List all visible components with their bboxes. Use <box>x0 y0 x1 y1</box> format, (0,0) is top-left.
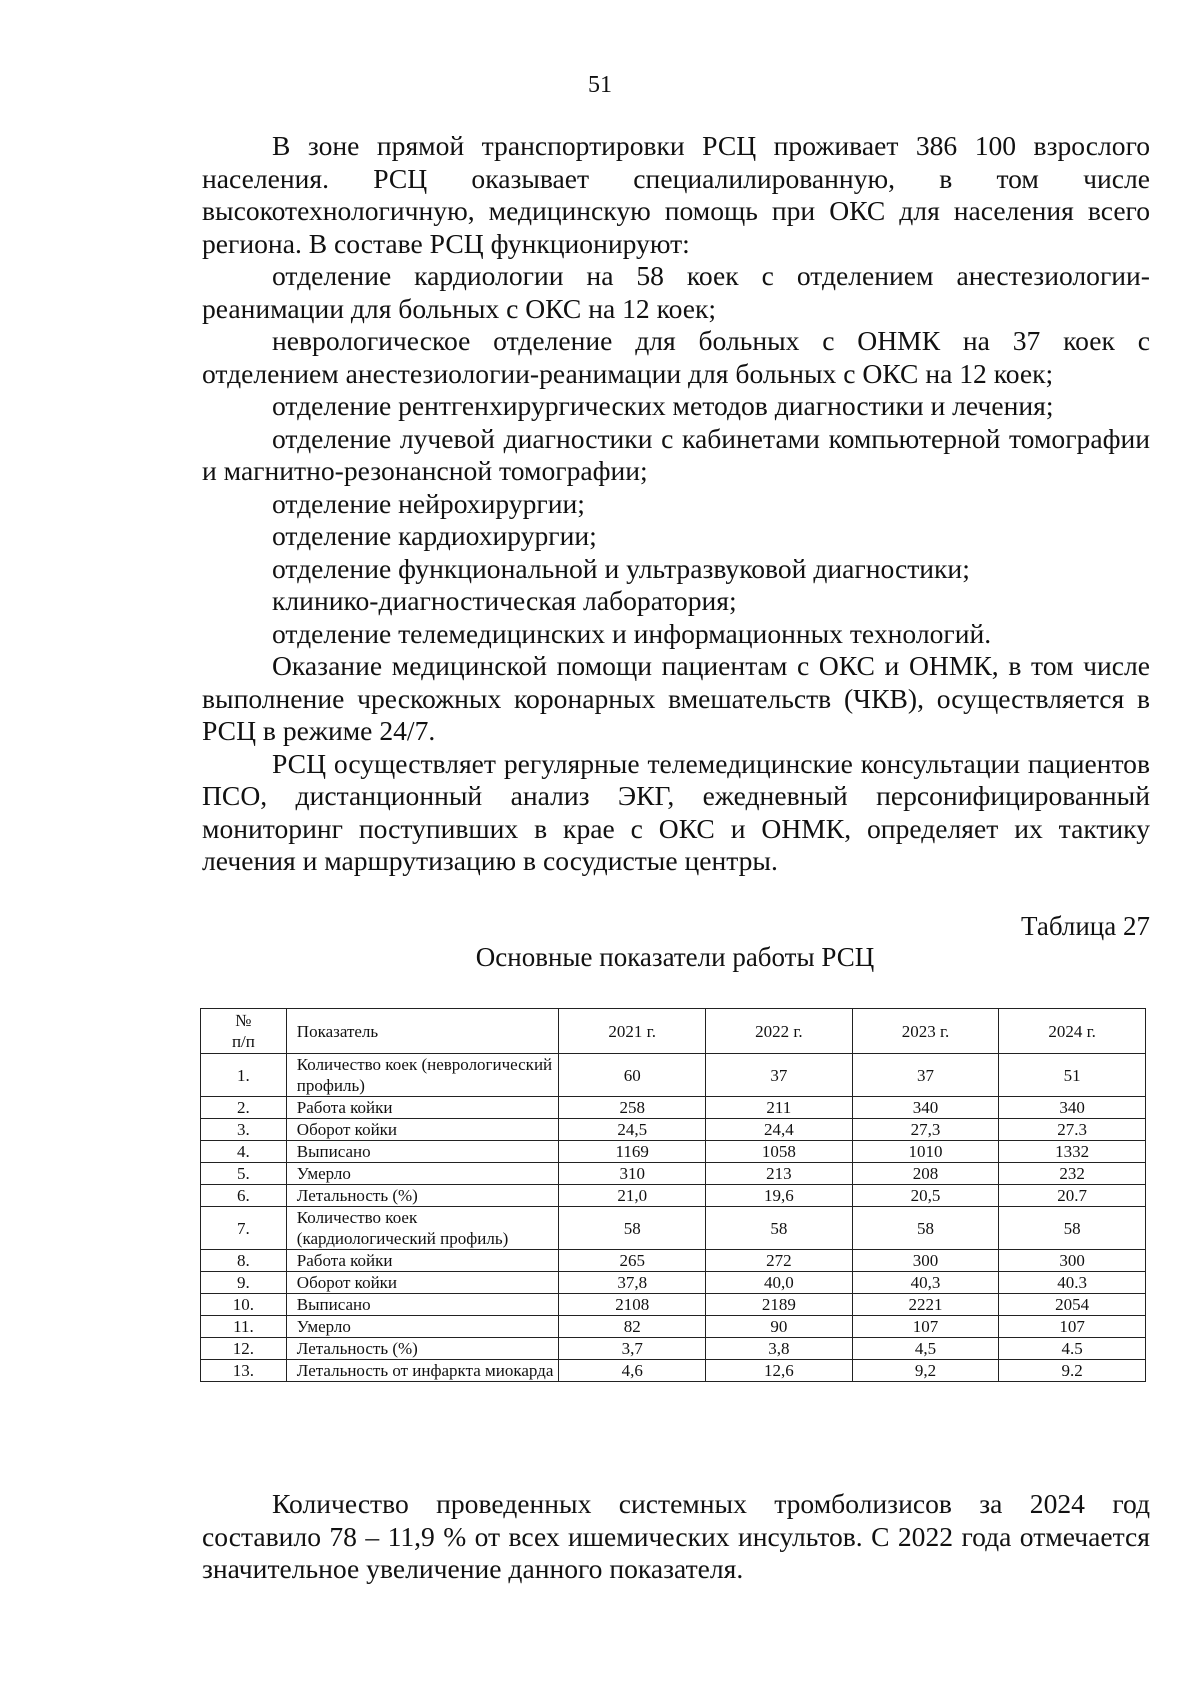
row-indicator: Умерло <box>286 1163 559 1185</box>
row-value-2023: 208 <box>852 1163 999 1185</box>
row-number: 12. <box>201 1338 287 1360</box>
row-value-2021: 24,5 <box>559 1119 706 1141</box>
row-value-2023: 4,5 <box>852 1338 999 1360</box>
row-value-2022: 3,8 <box>706 1338 853 1360</box>
row-value-2021: 1169 <box>559 1141 706 1163</box>
row-indicator: Летальность (%) <box>286 1338 559 1360</box>
list-item-neurology: неврологическое отделение для больных с ОНМК на 37 коек с отделением анестезиологии-реанимации для больных с ОКС на 12 коек; <box>202 325 1150 389</box>
row-indicator: Работа койки <box>286 1097 559 1119</box>
row-value-2021: 82 <box>559 1316 706 1338</box>
row-value-2021: 2108 <box>559 1294 706 1316</box>
row-indicator: Работа койки <box>286 1250 559 1272</box>
list-item-functional-diagnostics: отделение функциональной и ультразвуковой диагностики; <box>272 552 970 584</box>
row-value-2024: 1332 <box>999 1141 1146 1163</box>
row-value-2022: 213 <box>706 1163 853 1185</box>
row-value-2024: 232 <box>999 1163 1146 1185</box>
row-value-2021: 4,6 <box>559 1360 706 1382</box>
table-body <box>201 1054 1146 1382</box>
row-indicator: Оборот койки <box>286 1119 559 1141</box>
table-row <box>201 1054 1146 1097</box>
paragraph-thrombolysis: Количество проведенных системных тромболизисов за 2024 год составило 78 – 11,9 % от всех ишемических инсультов. С 2022 года отмечается значительное увеличение данного показателя. <box>202 1488 1150 1584</box>
list-item-laboratory: клинико-диагностическая лаборатория; <box>272 585 737 616</box>
row-value-2021: 265 <box>559 1250 706 1272</box>
table-row <box>201 1250 1146 1272</box>
table-row <box>201 1338 1146 1360</box>
row-value-2022: 12,6 <box>706 1360 853 1382</box>
row-value-2021: 60 <box>559 1054 706 1097</box>
row-value-2024: 51 <box>999 1054 1146 1097</box>
paragraph-care-24-7: Оказание медицинской помощи пациентам с ОКС и ОНМК, в том числе выполнение чрескожных коронарных вмешательств (ЧКВ), осуществляется в РСЦ в режиме 24/7. <box>202 650 1150 746</box>
row-value-2021: 258 <box>559 1097 706 1119</box>
row-value-2022: 24,4 <box>706 1119 853 1141</box>
header-number-line1: № <box>235 1011 252 1030</box>
row-number: 7. <box>201 1207 287 1250</box>
header-2022: 2022 г. <box>706 1009 853 1054</box>
row-value-2022: 211 <box>706 1097 853 1119</box>
row-value-2021: 3,7 <box>559 1338 706 1360</box>
row-value-2021: 37,8 <box>559 1272 706 1294</box>
indicators-table <box>200 1008 1146 1382</box>
table-row <box>201 1097 1146 1119</box>
page-number: 51 <box>588 72 612 98</box>
row-value-2022: 58 <box>706 1207 853 1250</box>
paragraph-consultations: РСЦ осуществляет регулярные телемедицинские консультации пациентов ПСО, дистанционный анализ ЭКГ, ежедневный персонифицированный мониторинг поступивших в крае с ОКС и ОНМК, определяет их тактику лечения и маршрутизацию в сосудистые центры. <box>202 747 1150 876</box>
table-row <box>201 1272 1146 1294</box>
row-number: 1. <box>201 1054 287 1097</box>
row-value-2023: 1010 <box>852 1141 999 1163</box>
table-header-row <box>201 1009 1146 1054</box>
row-value-2023: 107 <box>852 1316 999 1338</box>
row-number: 10. <box>201 1294 287 1316</box>
table-row <box>201 1360 1146 1382</box>
row-value-2021: 58 <box>559 1207 706 1250</box>
paragraph-intro: В зоне прямой транспортировки РСЦ проживает 386 100 взрослого населения. РСЦ оказывает специалилированную, в том числе высокотехнологичную, медицинскую помощь при ОКС для населения всего региона. В составе РСЦ функционируют: <box>202 130 1150 259</box>
header-2023: 2023 г. <box>852 1009 999 1054</box>
row-value-2023: 58 <box>852 1207 999 1250</box>
table-label: Таблица 27 <box>1021 911 1150 941</box>
header-number-line2: п/п <box>231 1032 255 1051</box>
row-value-2024: 58 <box>999 1207 1146 1250</box>
row-indicator: Выписано <box>286 1294 559 1316</box>
row-indicator: Оборот койки <box>286 1272 559 1294</box>
list-item-telemedicine: отделение телемедицинских и информационных технологий. <box>272 617 992 649</box>
row-value-2022: 37 <box>706 1054 853 1097</box>
table-row <box>201 1185 1146 1207</box>
row-value-2024: 300 <box>999 1250 1146 1272</box>
row-indicator: Количество коек (неврологический профиль) <box>286 1054 559 1097</box>
row-value-2024: 4.5 <box>999 1338 1146 1360</box>
row-indicator: Умерло <box>286 1316 559 1338</box>
row-value-2022: 272 <box>706 1250 853 1272</box>
row-value-2021: 310 <box>559 1163 706 1185</box>
row-value-2022: 1058 <box>706 1141 853 1163</box>
header-2024: 2024 г. <box>999 1009 1146 1054</box>
row-indicator: Летальность от инфаркта миокарда <box>286 1360 559 1382</box>
row-number: 4. <box>201 1141 287 1163</box>
list-item-neurosurgery: отделение нейрохирургии; <box>272 487 585 519</box>
row-number: 8. <box>201 1250 287 1272</box>
row-value-2024: 20.7 <box>999 1185 1146 1207</box>
row-number: 11. <box>201 1316 287 1338</box>
table-row <box>201 1163 1146 1185</box>
table-row <box>201 1119 1146 1141</box>
table-row <box>201 1207 1146 1250</box>
table-row <box>201 1316 1146 1338</box>
row-value-2023: 20,5 <box>852 1185 999 1207</box>
row-number: 6. <box>201 1185 287 1207</box>
header-number <box>201 1009 287 1054</box>
row-value-2021: 21,0 <box>559 1185 706 1207</box>
row-value-2024: 40.3 <box>999 1272 1146 1294</box>
body-text <box>202 130 1150 878</box>
row-number: 3. <box>201 1119 287 1141</box>
row-number: 13. <box>201 1360 287 1382</box>
row-value-2024: 27.3 <box>999 1119 1146 1141</box>
row-number: 2. <box>201 1097 287 1119</box>
row-value-2023: 9,2 <box>852 1360 999 1382</box>
header-indicator: Показатель <box>286 1009 559 1054</box>
row-value-2023: 340 <box>852 1097 999 1119</box>
row-value-2022: 90 <box>706 1316 853 1338</box>
row-number: 5. <box>201 1163 287 1185</box>
closing-text <box>202 1488 1150 1586</box>
row-value-2023: 2221 <box>852 1294 999 1316</box>
row-value-2024: 107 <box>999 1316 1146 1338</box>
list-item-xray-surgery: отделение рентгенхирургических методов диагностики и лечения; <box>272 390 1054 421</box>
row-value-2022: 40,0 <box>706 1272 853 1294</box>
list-item-cardiology: отделение кардиологии на 58 коек с отделением анестезиологии-реанимации для больных с ОКС на 12 коек; <box>202 260 1150 324</box>
row-value-2023: 37 <box>852 1054 999 1097</box>
table-row <box>201 1141 1146 1163</box>
row-value-2024: 9.2 <box>999 1360 1146 1382</box>
list-item-radiology: отделение лучевой диагностики с кабинетами компьютерной томографии и магнитно-резонансной томографии; <box>202 422 1150 486</box>
row-value-2023: 300 <box>852 1250 999 1272</box>
row-indicator: Летальность (%) <box>286 1185 559 1207</box>
row-value-2022: 19,6 <box>706 1185 853 1207</box>
table-row <box>201 1294 1146 1316</box>
row-number: 9. <box>201 1272 287 1294</box>
row-value-2023: 40,3 <box>852 1272 999 1294</box>
table-title: Основные показатели работы РСЦ <box>475 942 875 972</box>
row-value-2024: 2054 <box>999 1294 1146 1316</box>
list-item-cardiosurgery: отделение кардиохирургии; <box>272 520 597 551</box>
row-value-2023: 27,3 <box>852 1119 999 1141</box>
row-value-2024: 340 <box>999 1097 1146 1119</box>
row-value-2022: 2189 <box>706 1294 853 1316</box>
header-2021: 2021 г. <box>559 1009 706 1054</box>
row-indicator: Количество коек (кардиологический профиль) <box>286 1207 559 1250</box>
row-indicator: Выписано <box>286 1141 559 1163</box>
